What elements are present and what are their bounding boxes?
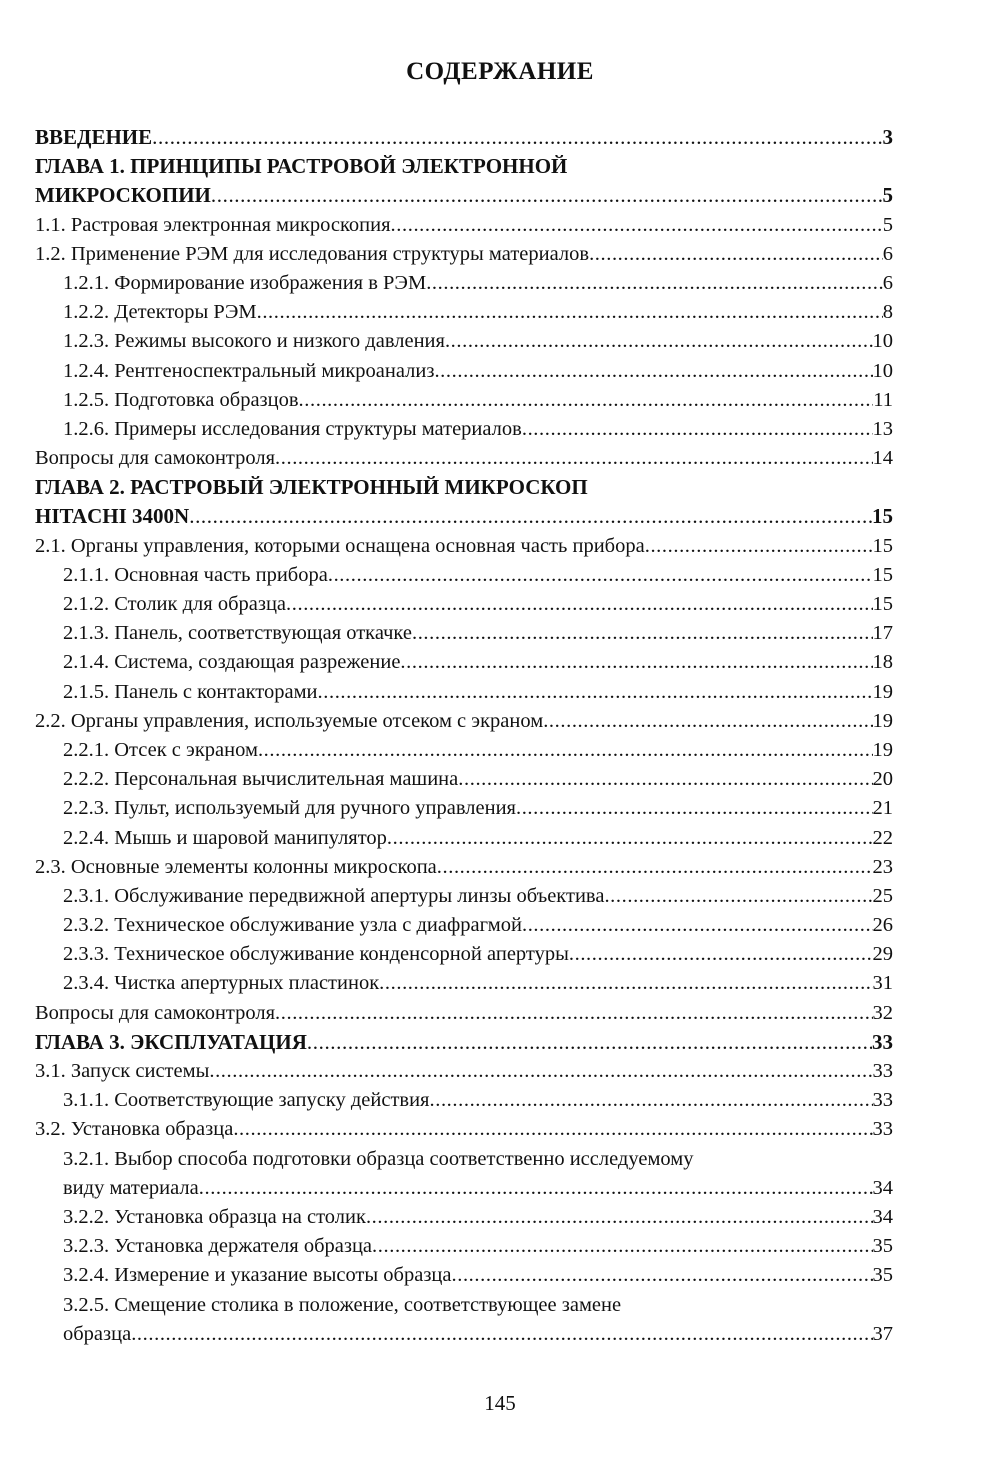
dot-leader xyxy=(543,707,872,736)
toc-entry-page: 8 xyxy=(882,301,893,324)
toc-entry-title: 2.1.5. Панель с контакторами xyxy=(63,680,318,703)
toc-entry-page: 33 xyxy=(872,1029,893,1054)
toc-entry-page: 3 xyxy=(882,125,893,149)
dot-leader xyxy=(307,1028,872,1057)
dot-leader xyxy=(275,999,872,1028)
toc-entry xyxy=(35,969,893,998)
dot-leader xyxy=(589,240,883,269)
toc-entry-page: 5 xyxy=(882,213,893,236)
toc-entry-title: 1.2.4. Рентгеноспектральный микроанализ xyxy=(63,359,435,382)
dot-leader xyxy=(522,415,873,444)
toc-entry xyxy=(35,473,893,502)
toc-entry xyxy=(35,240,893,269)
toc-entry-title: ГЛАВА 2. РАСТРОВЫЙ ЭЛЕКТРОННЫЙ МИКРОСКОП xyxy=(35,475,588,500)
toc-entry-title: 3.2.5. Смещение столика в положение, соответствующее замене xyxy=(63,1293,622,1316)
toc-entry xyxy=(35,765,893,794)
toc-entry-page: 19 xyxy=(872,680,893,703)
dot-leader xyxy=(199,1174,873,1203)
toc-entry-page: 34 xyxy=(872,1205,893,1228)
page-title: СОДЕРЖАНИЕ xyxy=(406,58,594,85)
toc-entry xyxy=(35,357,893,386)
toc-entry-title: 1.2.6. Примеры исследования структуры материалов xyxy=(63,417,522,440)
toc-entry xyxy=(35,327,893,356)
toc-entry xyxy=(35,736,893,765)
toc-entry xyxy=(35,1115,893,1144)
toc-entry-title: 3.2.4. Измерение и указание высоты образца xyxy=(63,1264,452,1287)
toc-entry xyxy=(35,181,893,210)
toc-entry xyxy=(35,1203,893,1232)
table-of-contents xyxy=(35,123,893,1349)
dot-leader xyxy=(257,298,883,327)
toc-entry-title: 2.1.2. Столик для образца xyxy=(63,593,287,615)
toc-entry-page: 37 xyxy=(872,1322,893,1345)
toc-entry-title: HITACHI 3400N xyxy=(35,504,190,529)
dot-leader xyxy=(131,1320,872,1349)
toc-entry-page: 19 xyxy=(872,709,893,732)
dot-leader xyxy=(516,794,873,823)
dot-leader xyxy=(387,824,873,853)
dot-leader xyxy=(152,123,882,152)
dot-leader xyxy=(522,911,873,940)
toc-entry-page: 31 xyxy=(872,972,893,995)
dot-leader xyxy=(189,502,872,531)
toc-entry xyxy=(35,1320,893,1349)
toc-entry-title: 1.2.3. Режимы высокого и низкого давления xyxy=(63,330,445,353)
dot-leader xyxy=(286,590,872,619)
toc-entry xyxy=(35,911,893,940)
toc-entry-title: 2.1.3. Панель, соответствующая откачке xyxy=(63,622,412,645)
dot-leader xyxy=(391,211,883,240)
toc-entry-page: 29 xyxy=(872,943,893,966)
toc-entry-page: 6 xyxy=(882,242,893,265)
dot-leader xyxy=(437,853,873,882)
dot-leader xyxy=(275,444,872,473)
toc-entry-page: 25 xyxy=(872,884,893,907)
dot-leader xyxy=(233,1115,872,1144)
toc-entry-page: 19 xyxy=(872,738,893,761)
toc-entry xyxy=(35,707,893,736)
toc-entry-title: 2.2.4. Мышь и шаровой манипулятор xyxy=(63,826,387,849)
dot-leader xyxy=(372,1232,872,1261)
toc-entry xyxy=(35,1232,893,1261)
toc-entry-page: 35 xyxy=(872,1235,893,1258)
toc-entry-title: 3.1.1. Соответствующие запуску действия xyxy=(63,1089,430,1112)
toc-entry-title: 3.2.3. Установка держателя образца xyxy=(63,1235,373,1258)
toc-entry-title: 3.1. Запуск системы xyxy=(35,1060,210,1082)
toc-entry-title: 2.1. Органы управления, которыми оснащена основная часть прибора xyxy=(35,534,645,557)
toc-entry-title: 1.2.5. Подготовка образцов xyxy=(63,388,299,411)
toc-entry-title: 2.2. Органы управления, используемые отсеком с экраном xyxy=(35,709,544,732)
dot-leader xyxy=(209,1057,872,1086)
toc-entry-page: 15 xyxy=(872,593,893,615)
toc-entry xyxy=(35,999,893,1028)
dot-leader xyxy=(569,940,873,969)
dot-leader xyxy=(645,532,873,561)
toc-entry-page: 14 xyxy=(872,447,893,470)
toc-entry-title: 2.3.1. Обслуживание передвижной апертуры линзы объектива xyxy=(63,884,605,907)
toc-entry-page: 34 xyxy=(872,1176,893,1199)
dot-leader xyxy=(445,327,873,356)
toc-entry-page: 11 xyxy=(873,388,893,411)
toc-entry xyxy=(35,853,893,882)
toc-entry-title: 1.2. Применение РЭМ для исследования структуры материалов xyxy=(35,242,590,265)
toc-entry-page: 26 xyxy=(872,914,893,937)
toc-entry-title: Вопросы для самоконтроля xyxy=(35,447,276,470)
toc-entry-title: 2.1.4. Система, создающая разрежение xyxy=(63,651,401,674)
toc-entry xyxy=(35,561,893,590)
toc-entry-page: 15 xyxy=(872,534,893,557)
toc-entry-title: 2.3.2. Техническое обслуживание узла с диафрагмой xyxy=(63,914,522,937)
toc-entry-title: 2.2.1. Отсек с экраном xyxy=(63,738,258,761)
toc-entry xyxy=(35,415,893,444)
dot-leader xyxy=(400,648,872,677)
toc-entry xyxy=(35,502,893,531)
toc-entry-title: 3.2.2. Установка образца на столик xyxy=(63,1205,366,1228)
dot-leader xyxy=(430,1086,873,1115)
toc-entry xyxy=(35,794,893,823)
toc-entry-page: 10 xyxy=(872,330,893,353)
toc-entry-title: 1.2.1. Формирование изображения в РЭМ xyxy=(63,271,427,294)
toc-entry-title: ГЛАВА 3. ЭКСПЛУАТАЦИЯ xyxy=(35,1029,307,1054)
toc-entry xyxy=(35,298,893,327)
toc-entry-page: 21 xyxy=(872,797,893,820)
toc-entry xyxy=(35,1145,893,1174)
toc-entry-title: 2.3.4. Чистка апертурных пластинок xyxy=(63,972,380,995)
toc-entry xyxy=(35,444,893,473)
toc-entry-page: 33 xyxy=(872,1060,893,1082)
toc-entry-page: 33 xyxy=(872,1089,893,1112)
toc-entry-title: МИКРОСКОПИИ xyxy=(35,183,211,208)
dot-leader xyxy=(211,181,883,210)
toc-entry xyxy=(35,1174,893,1203)
toc-entry-page: 17 xyxy=(872,622,893,645)
toc-entry-page: 15 xyxy=(872,504,893,529)
toc-entry-page: 13 xyxy=(872,417,893,440)
toc-entry-title: Вопросы для самоконтроля xyxy=(35,1001,276,1024)
dot-leader xyxy=(318,678,873,707)
toc-entry-page: 23 xyxy=(872,855,893,878)
toc-entry-title: 2.3.3. Техническое обслуживание конденсорной апертуры xyxy=(63,943,569,966)
dot-leader xyxy=(426,269,883,298)
toc-entry-page: 15 xyxy=(872,563,893,586)
toc-entry xyxy=(35,619,893,648)
dot-leader xyxy=(258,736,873,765)
toc-entry-page: 20 xyxy=(872,768,893,791)
dot-leader xyxy=(379,969,872,998)
toc-entry-title: 3.2. Установка образца xyxy=(35,1118,234,1141)
toc-entry xyxy=(35,940,893,969)
toc-entry xyxy=(35,211,893,240)
toc-entry-title: 1.1. Растровая электронная микроскопия xyxy=(35,213,391,236)
toc-entry-title: ВВЕДЕНИЕ xyxy=(35,125,153,149)
toc-entry-title: 2.2.2. Персональная вычислительная машина xyxy=(63,768,459,791)
dot-leader xyxy=(458,765,872,794)
toc-entry xyxy=(35,532,893,561)
toc-entry xyxy=(35,1028,893,1057)
dot-leader xyxy=(412,619,873,648)
toc-entry-title: образца xyxy=(63,1322,132,1345)
toc-entry xyxy=(35,882,893,911)
dot-leader xyxy=(299,386,874,415)
toc-entry-page: 32 xyxy=(872,1001,893,1024)
toc-entry-page: 5 xyxy=(882,183,893,208)
dot-leader xyxy=(366,1203,873,1232)
toc-entry xyxy=(35,1291,893,1320)
toc-entry xyxy=(35,152,893,181)
toc-entry-page: 18 xyxy=(872,651,893,674)
toc-entry-title: 2.2.3. Пульт, используемый для ручного управления xyxy=(63,797,516,820)
page-number: 145 xyxy=(484,1391,516,1415)
toc-entry-page: 6 xyxy=(882,271,893,294)
toc-entry xyxy=(35,123,893,152)
toc-entry-title: 2.3. Основные элементы колонны микроскопа xyxy=(35,855,437,878)
dot-leader xyxy=(434,357,872,386)
toc-entry xyxy=(35,1261,893,1290)
dot-leader xyxy=(604,882,872,911)
toc-entry-page: 10 xyxy=(872,359,893,382)
toc-entry-page: 35 xyxy=(872,1264,893,1287)
dot-leader xyxy=(328,561,873,590)
toc-entry-page: 33 xyxy=(872,1118,893,1141)
toc-entry xyxy=(35,269,893,298)
toc-entry xyxy=(35,1086,893,1115)
toc-entry-title: 2.1.1. Основная часть прибора xyxy=(63,563,328,586)
toc-entry xyxy=(35,1057,893,1086)
toc-entry-page: 22 xyxy=(872,826,893,849)
toc-entry xyxy=(35,648,893,677)
toc-entry xyxy=(35,590,893,619)
toc-entry xyxy=(35,386,893,415)
toc-entry xyxy=(35,824,893,853)
toc-entry-title: ГЛАВА 1. ПРИНЦИПЫ РАСТРОВОЙ ЭЛЕКТРОННОЙ xyxy=(35,154,568,179)
dot-leader xyxy=(452,1261,873,1290)
toc-entry xyxy=(35,678,893,707)
toc-entry-title: виду материала xyxy=(63,1176,199,1199)
toc-entry-title: 3.2.1. Выбор способа подготовки образца соответственно исследуемому xyxy=(63,1147,694,1170)
toc-entry-title: 1.2.2. Детекторы РЭМ xyxy=(63,301,257,324)
